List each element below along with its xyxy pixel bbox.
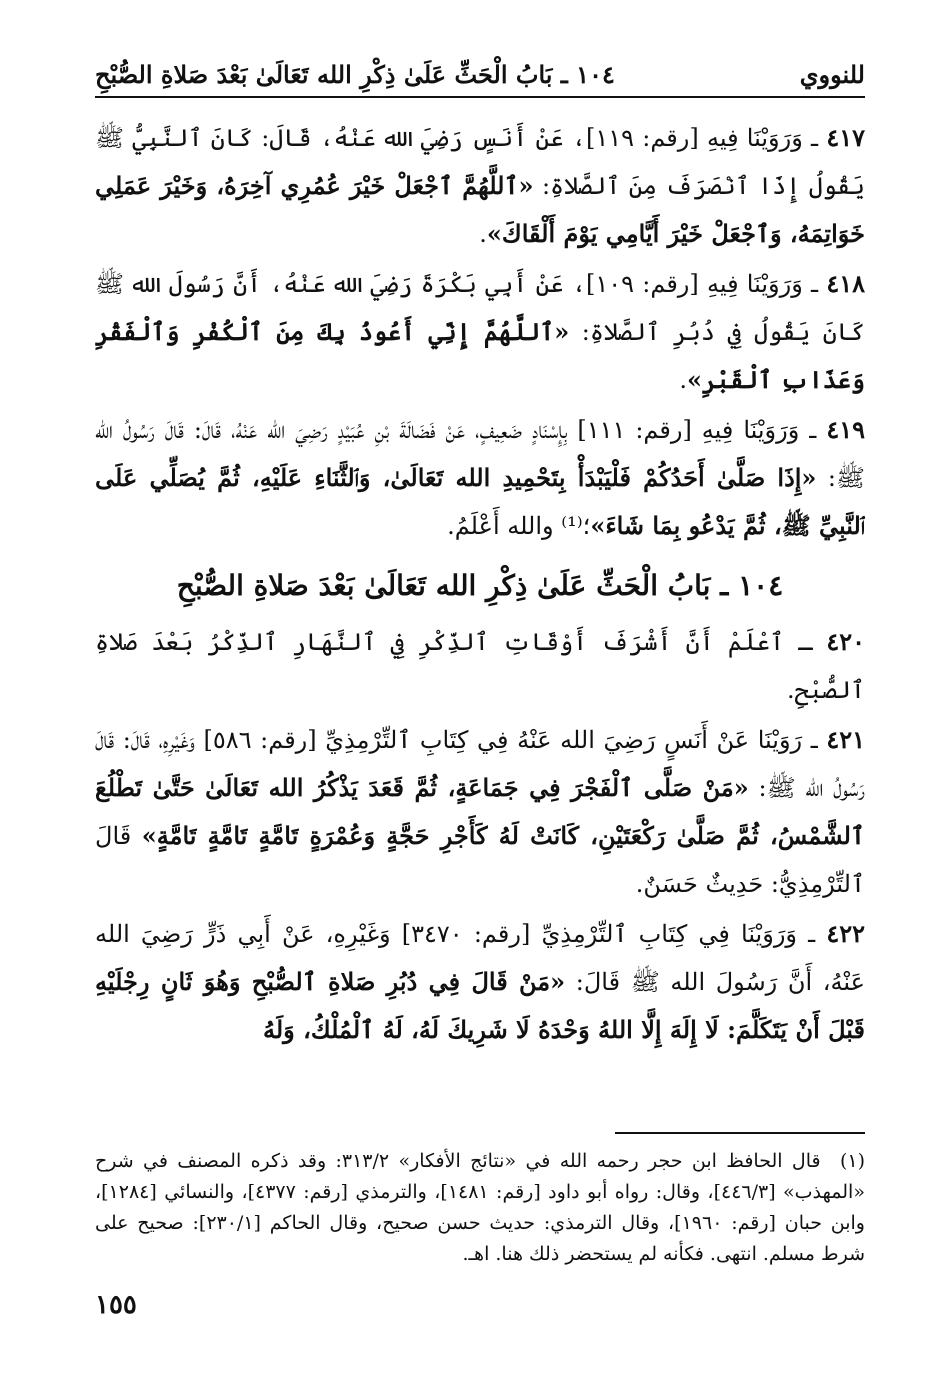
hadith-quote: «ٱللَّهُمَّ ٱجْعَلْ خَيْرَ عُمُرِي آخِرَهُ، وَخَيْرَ عَمَلِي خَوَاتِمَهُ، وَٱجْعَلْ خَيْرَ أَيَّامِي يَوْمَ أَلْقَاكَ» xyxy=(95,171,865,248)
paragraph-tail: . xyxy=(479,220,487,248)
hadith-quote: «ٱللَّهُمَّ إِنِّي أَعُوذُ بِكَ مِنَ ٱلْكُفْرِ وَٱلْفَقْرِ وَعَذَابِ ٱلْقَبْرِ» xyxy=(95,317,865,394)
hadith-quote: «إِذَا صَلَّىٰ أَحَدُكُمْ فَلْيَبْدَأْ بِتَحْمِيدِ الله تَعَالَىٰ، وَٱلثَّنَاءِ عَلَيْهِ، ثُمَّ يُصَلِّي عَلَى ٱلنَّبِيِّ ﷺ، ثُمَّ يَدْعُو بِمَا شَاءَ» xyxy=(95,463,865,540)
paragraph-419 xyxy=(95,406,865,550)
footnote xyxy=(95,1146,865,1270)
running-header-author: للنووي xyxy=(799,59,865,89)
paragraph-418 xyxy=(95,260,865,404)
footnote-text: قال الحافظ ابن حجر رحمه الله في «نتائج الأفكار» ٣١٣/٢: وقد ذكره المصنف في شرح «المهذب» [٤٤٦/٣]، وقال: رواه أبو داود [رقم: ١٤٨١]، والترمذي [رقم: ٤٣٧٧]، والنسائي [١٢٨٤]، وابن حبان [رقم: ١٩٦٠]، وقال الترمذي: حديث حسن صحيح، وقال الحاكم [٢٣٠/١]: صحيح على شرط مسلم. انتهى. فكأنه لم يستحضر ذلك هنا. اهـ. xyxy=(95,1150,865,1265)
paragraph-422 xyxy=(95,910,865,1054)
chapter-heading: ١٠٤ ـ بَابُ الْحَثِّ عَلَىٰ ذِكْرِ الله تَعَالَىٰ بَعْدَ صَلاةِ الصُّبْحِ xyxy=(176,569,784,602)
page-number: ١٥٥ xyxy=(95,1290,137,1320)
paragraph-number: ٤٢١ xyxy=(826,725,865,754)
paragraph-number: ٤١٨ xyxy=(826,269,865,298)
paragraph-text: ـ رَوَيْنَا عَنْ أَنَسٍ رَضِيَ الله عَنْهُ فِي كِتَابِ ٱلتِّرْمِذِيِّ [رقم: ٥٨٦] وَغَيْرِهِ، قَالَ: قَالَ رَسُولُ الله ﷺ: xyxy=(95,726,865,802)
hadith-quote: «مَنْ صَلَّى ٱلْفَجْرَ فِي جَمَاعَةٍ، ثُمَّ قَعَدَ يَذْكُرُ الله تَعَالَىٰ حَتَّىٰ تَطْلُعَ ٱلشَّمْسُ، ثُمَّ صَلَّىٰ رَكْعَتَيْنِ، كَانَتْ لَهُ كَأَجْرِ حَجَّةٍ وَعُمْرَةٍ تَامَّةٍ تَامَّةٍ تَامَّةٍ» xyxy=(95,773,865,850)
paragraph-number: ٤١٩ xyxy=(826,415,865,444)
paragraph-417 xyxy=(95,114,865,258)
paragraph-421 xyxy=(95,716,865,908)
paragraph-text: ـ وَرَوَيْنَا فِي كِتَابِ ٱلتِّرْمِذِيِّ [رقم: ٣٤٧٠] وَغَيْرِهِ، عَنْ أَبِي ذَرٍّ رَضِيَ الله عَنْهُ، أَنَّ رَسُولَ الله ﷺ قَالَ: xyxy=(95,920,865,996)
paragraph-tail: قَالَ ٱلتِّرْمِذِيُّ: حَدِيثٌ حَسَنٌ. xyxy=(95,822,865,898)
paragraph-text: ـ وَرَوَيْنَا فِيهِ [رقم: ١١٩]، عَنْ أَنَسٍ رَضِيَ الله عَنْهُ، قَالَ: كَانَ ٱلنَّبِيُّ ﷺ يَقُولُ إِذَا ٱنْصَرَفَ مِنَ ٱلصَّلاةِ: xyxy=(95,124,865,200)
paragraph-number: ٤٢٢ xyxy=(826,919,865,948)
paragraph-420 xyxy=(95,618,865,714)
footnote-divider xyxy=(615,1132,865,1134)
footnote-mark: (١) xyxy=(839,1150,865,1172)
paragraph-tail: . xyxy=(679,366,687,394)
paragraph-text: ـ ٱعْلَمْ أَنَّ أَشْرَفَ أَوْقَاتِ ٱلذِّكْرِ فِي ٱلنَّهَارِ ٱلذِّكْرُ بَعْدَ صَلاةِ ٱلصُّبْحِ. xyxy=(95,628,865,704)
paragraph-number: ٤٢٠ xyxy=(826,627,865,656)
page xyxy=(95,52,865,1352)
paragraph-tail: ؛⁽¹⁾ والله أَعْلَمُ. xyxy=(447,512,591,540)
paragraph-text: ـ وَرَوَيْنَا فِيهِ [رقم: ١٠٩]، عَنْ أَبِي بَكْرَةَ رَضِيَ الله عَنْهُ، أَنَّ رَسُولَ الله ﷺ كَانَ يَقُولُ فِي دُبُرِ ٱلصَّلاةِ: xyxy=(95,270,865,346)
running-header xyxy=(95,52,865,98)
body-text xyxy=(95,114,865,1054)
hadith-quote: «مَنْ قَالَ فِي دُبُرِ صَلاةِ ٱلصُّبْحِ وَهُوَ ثَانٍ رِجْلَيْهِ قَبْلَ أَنْ يَتَكَلَّمَ: لَا إِلَهَ إِلَّا اللهُ وَحْدَهُ لَا شَرِيكَ لَهُ، لَهُ ٱلْمُلْكُ، وَلَهُ xyxy=(95,967,865,1044)
running-header-chapter-title: ١٠٤ ـ بَابُ الْحَثِّ عَلَىٰ ذِكْرِ الله تَعَالَىٰ بَعْدَ صَلاةِ الصُّبْحِ xyxy=(95,59,615,89)
paragraph-text: ـ وَرَوَيْنَا فِيهِ [رقم: ١١١] بِإِسْنَادٍ ضَعِيفٍ، عَنْ فَضَالَةَ بْنِ عُبَيْدٍ رَضِيَ الله عَنْهُ، قَالَ: قَالَ رَسُولُ الله ﷺ: xyxy=(95,416,865,492)
paragraph-number: ٤١٧ xyxy=(826,123,865,152)
